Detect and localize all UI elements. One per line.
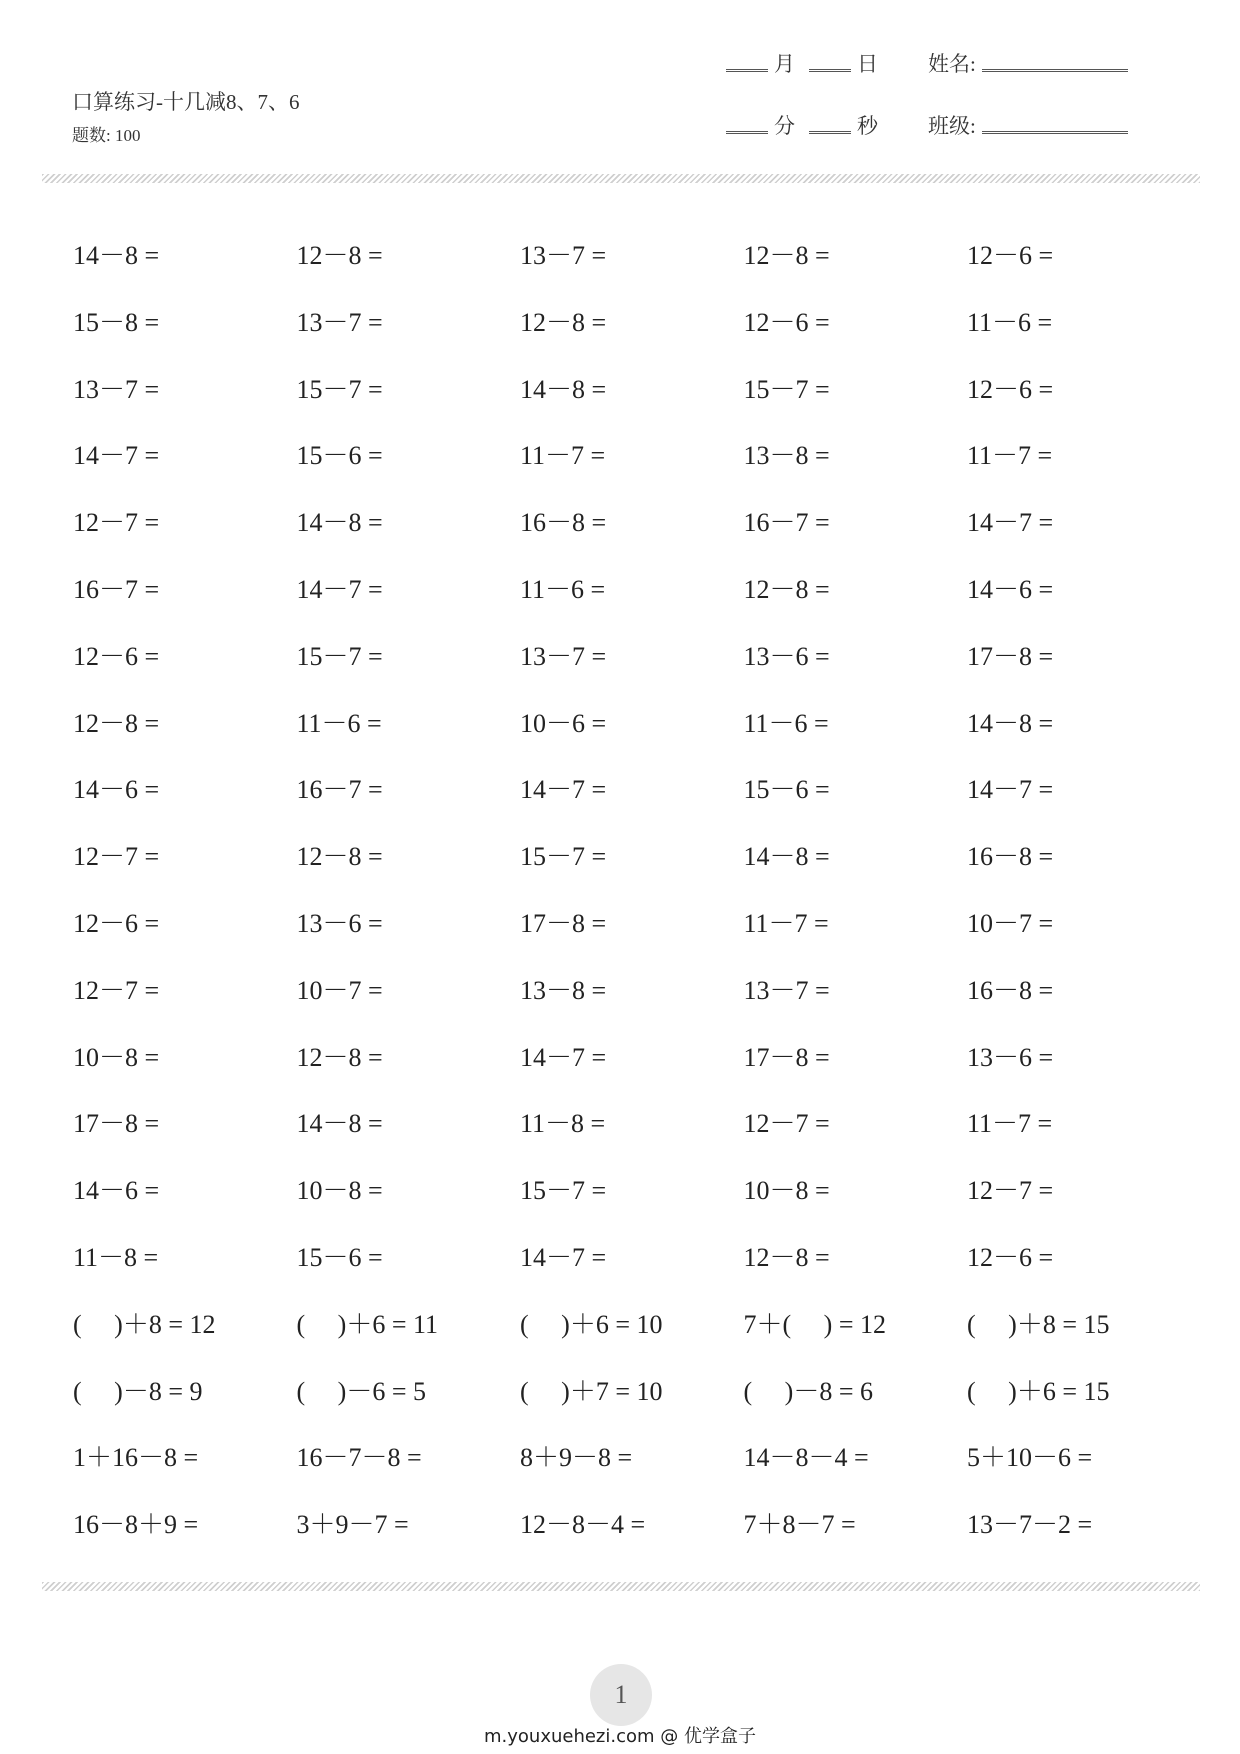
problem-row — [73, 364, 1193, 431]
problem-item: 15－7 = — [296, 641, 383, 671]
minute-blank — [726, 131, 768, 134]
problem-item: 15－6 = — [296, 441, 383, 471]
problem-item: 17－8 = — [73, 1109, 160, 1139]
problem-item: 12－6 = — [743, 307, 830, 337]
problem-item: 10－6 = — [520, 708, 607, 738]
problem-item: 11－6 = — [296, 708, 382, 738]
name-blank — [982, 69, 1128, 72]
problem-item: 12－8 = — [743, 1242, 830, 1272]
problem-item: 16－7 = — [296, 775, 383, 805]
worksheet-title: 口算练习-十几减8、7、6 — [72, 90, 300, 114]
problem-item: 12－6 = — [73, 641, 160, 671]
problem-item: 15－7 = — [296, 374, 383, 404]
problem-item: 16－7－8 = — [296, 1443, 422, 1473]
problem-item: 11－6 = — [520, 574, 606, 604]
question-count: 题数: 100 — [72, 126, 141, 145]
problem-item: 14－8 = — [296, 1109, 383, 1139]
problem-item: 11－7 = — [967, 441, 1053, 471]
problem-item: 7＋( ) = 12 — [743, 1309, 886, 1339]
problem-row — [73, 965, 1193, 1032]
problem-item: 10－8 = — [73, 1042, 160, 1072]
page-number: 1 — [590, 1664, 652, 1726]
problem-item: 17－8 = — [743, 1042, 830, 1072]
time-field — [726, 110, 878, 140]
footer-site-text: m.youxuehezi.com @ 优学盒子 — [483, 1726, 756, 1747]
problem-item: 10－8 = — [743, 1176, 830, 1206]
problem-item: ( )＋6 = 10 — [520, 1309, 663, 1339]
problem-item: 15－8 = — [73, 307, 160, 337]
problem-item: 17－8 = — [520, 908, 607, 938]
problem-item: 12－6 = — [967, 1242, 1054, 1272]
problem-item: 14－8 = — [73, 241, 160, 270]
problem-item: 11－7 = — [520, 441, 606, 471]
problem-item: 11－6 = — [967, 307, 1053, 337]
problem-item: ( )＋8 = 15 — [967, 1309, 1110, 1339]
date-field — [726, 48, 878, 78]
problem-row — [73, 1299, 1193, 1366]
problem-item: 13－6 = — [296, 908, 383, 938]
problem-item: 11－7 = — [743, 908, 829, 938]
problem-item: 13－7 = — [520, 641, 607, 671]
problem-row — [73, 631, 1193, 698]
problem-item: 16－7 = — [743, 508, 830, 538]
problem-item: 14－7 = — [967, 775, 1054, 805]
name-label: 姓名: — [928, 52, 976, 76]
problem-item: 16－8 = — [967, 975, 1054, 1005]
problem-item: 12－7 = — [743, 1109, 830, 1139]
problem-item: 14－8－4 = — [743, 1443, 869, 1473]
class-blank — [982, 131, 1128, 134]
problem-item: 12－6 = — [967, 241, 1054, 270]
problem-item: 13－6 = — [967, 1042, 1054, 1072]
problem-row — [73, 1499, 1193, 1566]
problem-row — [73, 497, 1193, 564]
problem-item: 13－8 = — [743, 441, 830, 471]
problem-item: 14－8 = — [296, 508, 383, 538]
problem-item: 14－7 = — [73, 441, 160, 471]
problem-item: 12－8 = — [296, 1042, 383, 1072]
problem-item: 7＋8－7 = — [743, 1510, 856, 1540]
problem-item: 12－8 = — [296, 241, 383, 270]
problem-item: 11－8 = — [73, 1242, 159, 1272]
problem-item: 16－8 = — [520, 508, 607, 538]
problem-item: 13－7 = — [743, 975, 830, 1005]
problem-item: 10－7 = — [967, 908, 1054, 938]
problem-item: 16－8 = — [967, 842, 1054, 872]
problem-item: 12－7 = — [73, 842, 160, 872]
problem-item: 12－8－4 = — [520, 1510, 646, 1540]
problem-row — [73, 430, 1193, 497]
problem-item: 11－6 = — [743, 708, 829, 738]
problem-row — [73, 1232, 1193, 1299]
problem-item: 17－8 = — [967, 641, 1054, 671]
problem-item: 14－6 = — [73, 1176, 160, 1206]
problem-row — [73, 698, 1193, 765]
problem-item: 10－7 = — [296, 975, 383, 1005]
top-hatch-divider — [42, 174, 1200, 183]
problem-item: 14－6 = — [73, 775, 160, 805]
problem-row — [73, 297, 1193, 364]
problem-row — [73, 230, 1193, 297]
problem-item: 12－7 = — [967, 1176, 1054, 1206]
problem-row — [73, 1432, 1193, 1499]
problem-row — [73, 1165, 1193, 1232]
problem-row — [73, 831, 1193, 898]
problem-item: 14－7 = — [520, 1242, 607, 1272]
problem-item: 13－7－2 = — [967, 1510, 1093, 1540]
problem-item: 16－7 = — [73, 574, 160, 604]
problem-item: ( )＋8 = 12 — [73, 1309, 216, 1339]
problem-item: ( )＋6 = 15 — [967, 1376, 1110, 1406]
problem-row — [73, 564, 1193, 631]
problem-row — [73, 1366, 1193, 1433]
problem-grid — [73, 230, 1193, 1566]
problem-row — [73, 1032, 1193, 1099]
problem-item: 11－8 = — [520, 1109, 606, 1139]
problem-item: 1＋16－8 = — [73, 1443, 199, 1473]
problem-item: 14－8 = — [967, 708, 1054, 738]
problem-item: 15－6 = — [296, 1242, 383, 1272]
problem-item: ( )＋6 = 11 — [296, 1309, 439, 1339]
problem-item: 12－6 = — [967, 374, 1054, 404]
problem-item: 3＋9－7 = — [296, 1510, 409, 1540]
problem-item: 12－7 = — [73, 508, 160, 538]
bottom-hatch-divider — [42, 1582, 1200, 1591]
problem-item: 11－7 = — [967, 1109, 1053, 1139]
problem-item: 12－8 = — [73, 708, 160, 738]
problem-item: 15－7 = — [520, 1176, 607, 1206]
problem-item: 16－8＋9 = — [73, 1510, 199, 1540]
problem-item: 13－7 = — [520, 241, 607, 270]
problem-item: 14－7 = — [520, 775, 607, 805]
problem-item: 14－7 = — [520, 1042, 607, 1072]
problem-item: ( )－8 = 9 — [73, 1376, 203, 1406]
problem-item: 13－8 = — [520, 975, 607, 1005]
name-field — [928, 48, 1128, 78]
problem-item: 5＋10－6 = — [967, 1443, 1093, 1473]
class-label: 班级: — [928, 114, 976, 138]
problem-row — [73, 764, 1193, 831]
problem-item: 12－8 = — [743, 241, 830, 270]
problem-item: 12－6 = — [73, 908, 160, 938]
month-blank — [726, 69, 768, 72]
problem-item: 10－8 = — [296, 1176, 383, 1206]
problem-item: 13－6 = — [743, 641, 830, 671]
problem-item: 12－8 = — [296, 842, 383, 872]
class-field — [928, 110, 1128, 140]
second-label: 秒 — [857, 114, 878, 138]
day-blank — [809, 69, 851, 72]
second-blank — [809, 131, 851, 134]
problem-item: 14－7 = — [967, 508, 1054, 538]
problem-item: 15－7 = — [520, 842, 607, 872]
minute-label: 分 — [774, 114, 795, 138]
problem-item: 13－7 = — [296, 307, 383, 337]
problem-item: 14－6 = — [967, 574, 1054, 604]
problem-row — [73, 898, 1193, 965]
problem-item: ( )－6 = 5 — [296, 1376, 426, 1406]
problem-item: ( )＋7 = 10 — [520, 1376, 663, 1406]
problem-item: 12－8 = — [743, 574, 830, 604]
problem-row — [73, 1098, 1193, 1165]
problem-item: 15－7 = — [743, 374, 830, 404]
problem-item: 12－8 = — [520, 307, 607, 337]
problem-item: 8＋9－8 = — [520, 1443, 633, 1473]
problem-item: 12－7 = — [73, 975, 160, 1005]
problem-item: 14－8 = — [743, 842, 830, 872]
problem-item: 14－8 = — [520, 374, 607, 404]
problem-item: 15－6 = — [743, 775, 830, 805]
problem-item: 14－7 = — [296, 574, 383, 604]
day-label: 日 — [857, 52, 878, 76]
problem-item: 13－7 = — [73, 374, 160, 404]
month-label: 月 — [774, 52, 795, 76]
problem-item: ( )－8 = 6 — [743, 1376, 873, 1406]
